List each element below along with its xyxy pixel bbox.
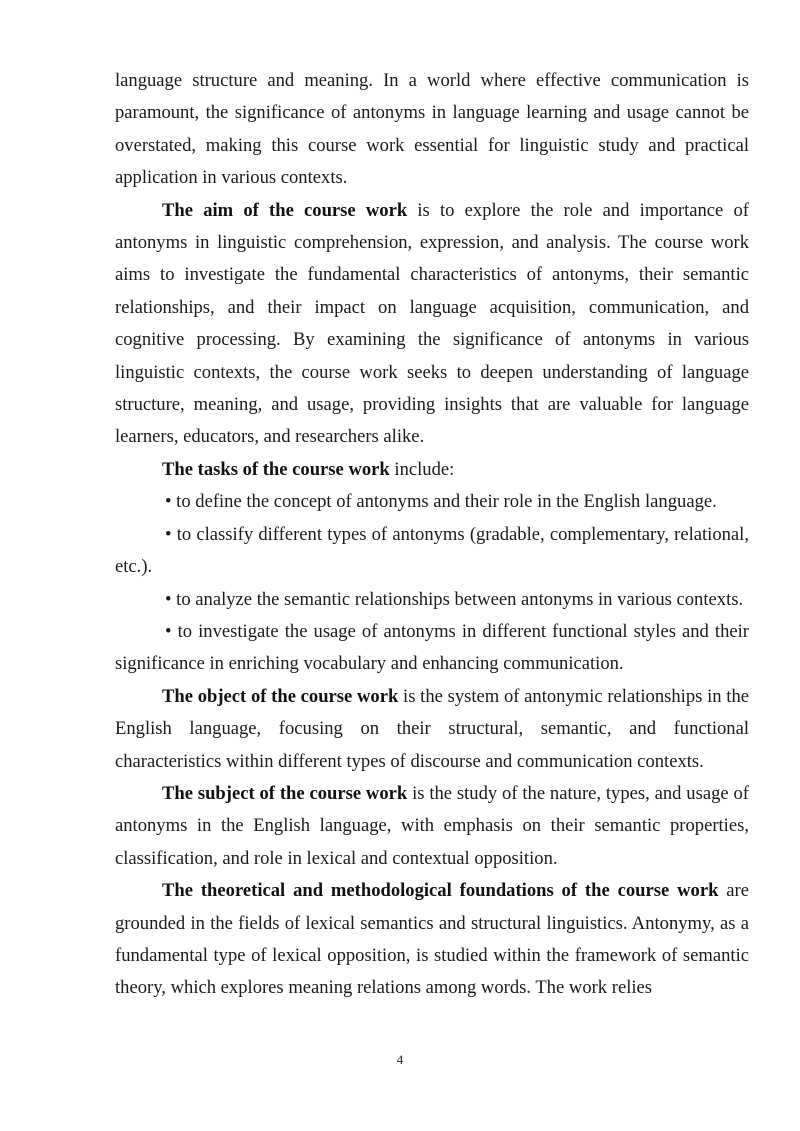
- aim-heading: The aim of the course work: [162, 199, 408, 221]
- task-item-4: • to investigate the usage of antonyms in different functional styles and their significance in enriching vocabulary and enhancing communication.: [115, 620, 749, 675]
- task-item-3: • to analyze the semantic relationships between antonyms in various contexts.: [165, 588, 744, 610]
- intro-text: language structure and meaning. In a world where effective communication is paramount, the significance of antonyms in language learning and usage cannot be overstated, making this course work essential for linguistic study and practical application in various contexts.: [115, 70, 749, 189]
- tasks-paragraph: [115, 454, 749, 486]
- task-item-1: • to define the concept of antonyms and their role in the English language.: [165, 491, 717, 513]
- foundations-text: are grounded in the fields of lexical semantics and structural linguistics. Antonymy, as a fundamental type of lexical opposition, is studied within the framework of semantic theory, which explores meaning relations among words. The work relies: [115, 880, 749, 999]
- subject-paragraph: [115, 778, 749, 875]
- subject-heading: The subject of the course work: [162, 782, 408, 804]
- foundations-heading: The theoretical and methodological foundations of the course work: [162, 880, 719, 902]
- aim-text: is to explore the role and importance of antonyms in linguistic comprehension, expression, and analysis. The course work aims to investigate the fundamental characteristics of antonyms, their semantic relationships, and their impact on language acquisition, communication, and cognitive processing. By examining the significance of antonyms in various linguistic contexts, the course work seeks to deepen understanding of language structure, meaning, and usage, providing insights that are valuable for language learners, educators, and researchers alike.: [115, 199, 750, 448]
- page-number: 4: [396, 1052, 404, 1067]
- tasks-heading: The tasks of the course work: [162, 458, 390, 480]
- object-paragraph: [115, 681, 749, 778]
- document-page: [115, 65, 749, 1005]
- task-item-2: • to classify different types of antonyms (gradable, complementary, relational, etc.).: [115, 523, 749, 578]
- aim-paragraph: [115, 195, 749, 454]
- foundations-paragraph: [115, 875, 749, 1005]
- intro-paragraph: [115, 65, 749, 195]
- tasks-intro-text: include:: [389, 458, 455, 480]
- object-heading: The object of the course work: [162, 685, 399, 707]
- object-text: is the system of antonymic relationships in the English language, focusing on their structural, semantic, and functional characteristics within different types of discourse and communication contexts.: [115, 685, 749, 772]
- subject-text: is the study of the nature, types, and usage of antonyms in the English language, with emphasis on their semantic properties, classification, and role in lexical and contextual opposition.: [115, 782, 749, 869]
